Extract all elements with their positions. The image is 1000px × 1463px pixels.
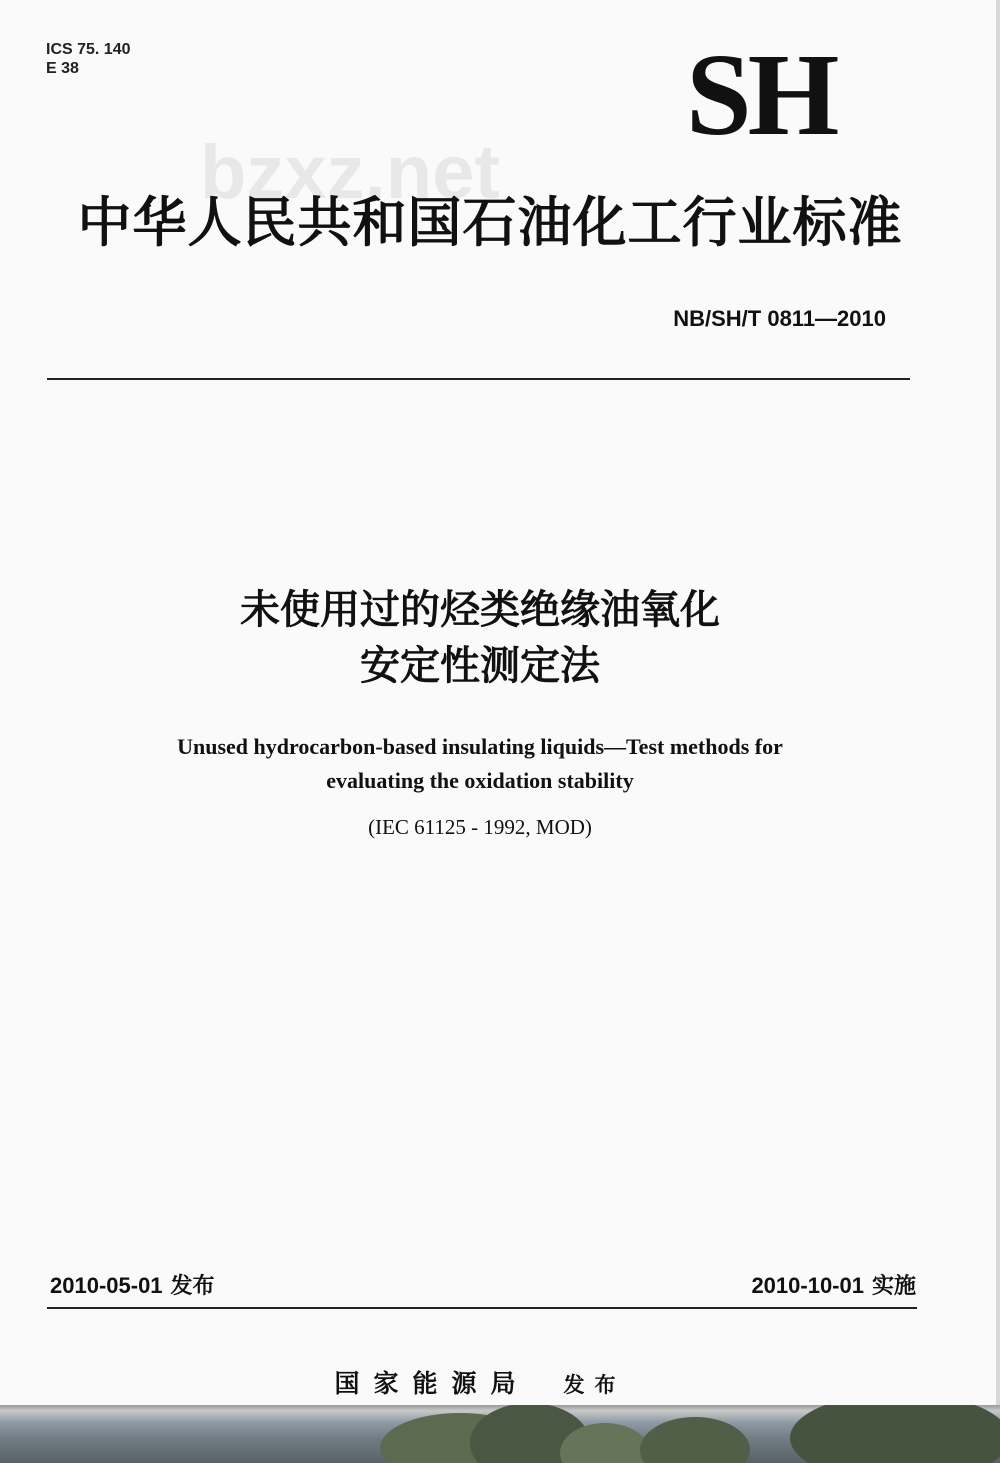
chinese-title (100, 582, 860, 694)
category-code: E 38 (46, 60, 79, 77)
watermark: bzxz.net (200, 130, 500, 215)
issuer-action: 发布 (563, 1373, 626, 1397)
adoption-note: (IEC 61125 - 1992, MOD) (368, 815, 592, 839)
classification-codes (46, 40, 131, 78)
tree-shape (790, 1405, 1000, 1463)
effective-label: 实施 (871, 1274, 916, 1299)
ics-code: ICS 75. 140 (46, 41, 131, 58)
effective-date-block (751, 1268, 916, 1305)
sh-logo: SH (686, 29, 836, 160)
issuer-name: 国家能源局 (334, 1369, 530, 1398)
standard-number: NB/SH/T 0811—2010 (673, 306, 886, 331)
english-title-line-1: Unused hydrocarbon-based insulating liquids—Test methods for (177, 734, 783, 759)
english-title (80, 730, 880, 798)
footer-divider (47, 1307, 917, 1309)
background-photo-strip (0, 1405, 1000, 1463)
chinese-title-line-2: 安定性测定法 (360, 643, 600, 689)
header-divider (47, 378, 910, 380)
english-title-line-2: evaluating the oxidation stability (326, 768, 634, 793)
industry-standard-title: 中华人民共和国石油化工行业标准 (77, 191, 903, 254)
publish-date-block (50, 1268, 215, 1305)
effective-date: 2010-10-01 (751, 1273, 864, 1298)
publish-label: 发布 (170, 1274, 215, 1299)
tree-shape (640, 1417, 750, 1463)
issuer-line (200, 1364, 760, 1405)
chinese-title-line-1: 未使用过的烃类绝缘油氧化 (240, 587, 720, 633)
publish-date: 2010-05-01 (50, 1273, 163, 1298)
dates-row (50, 1268, 916, 1304)
